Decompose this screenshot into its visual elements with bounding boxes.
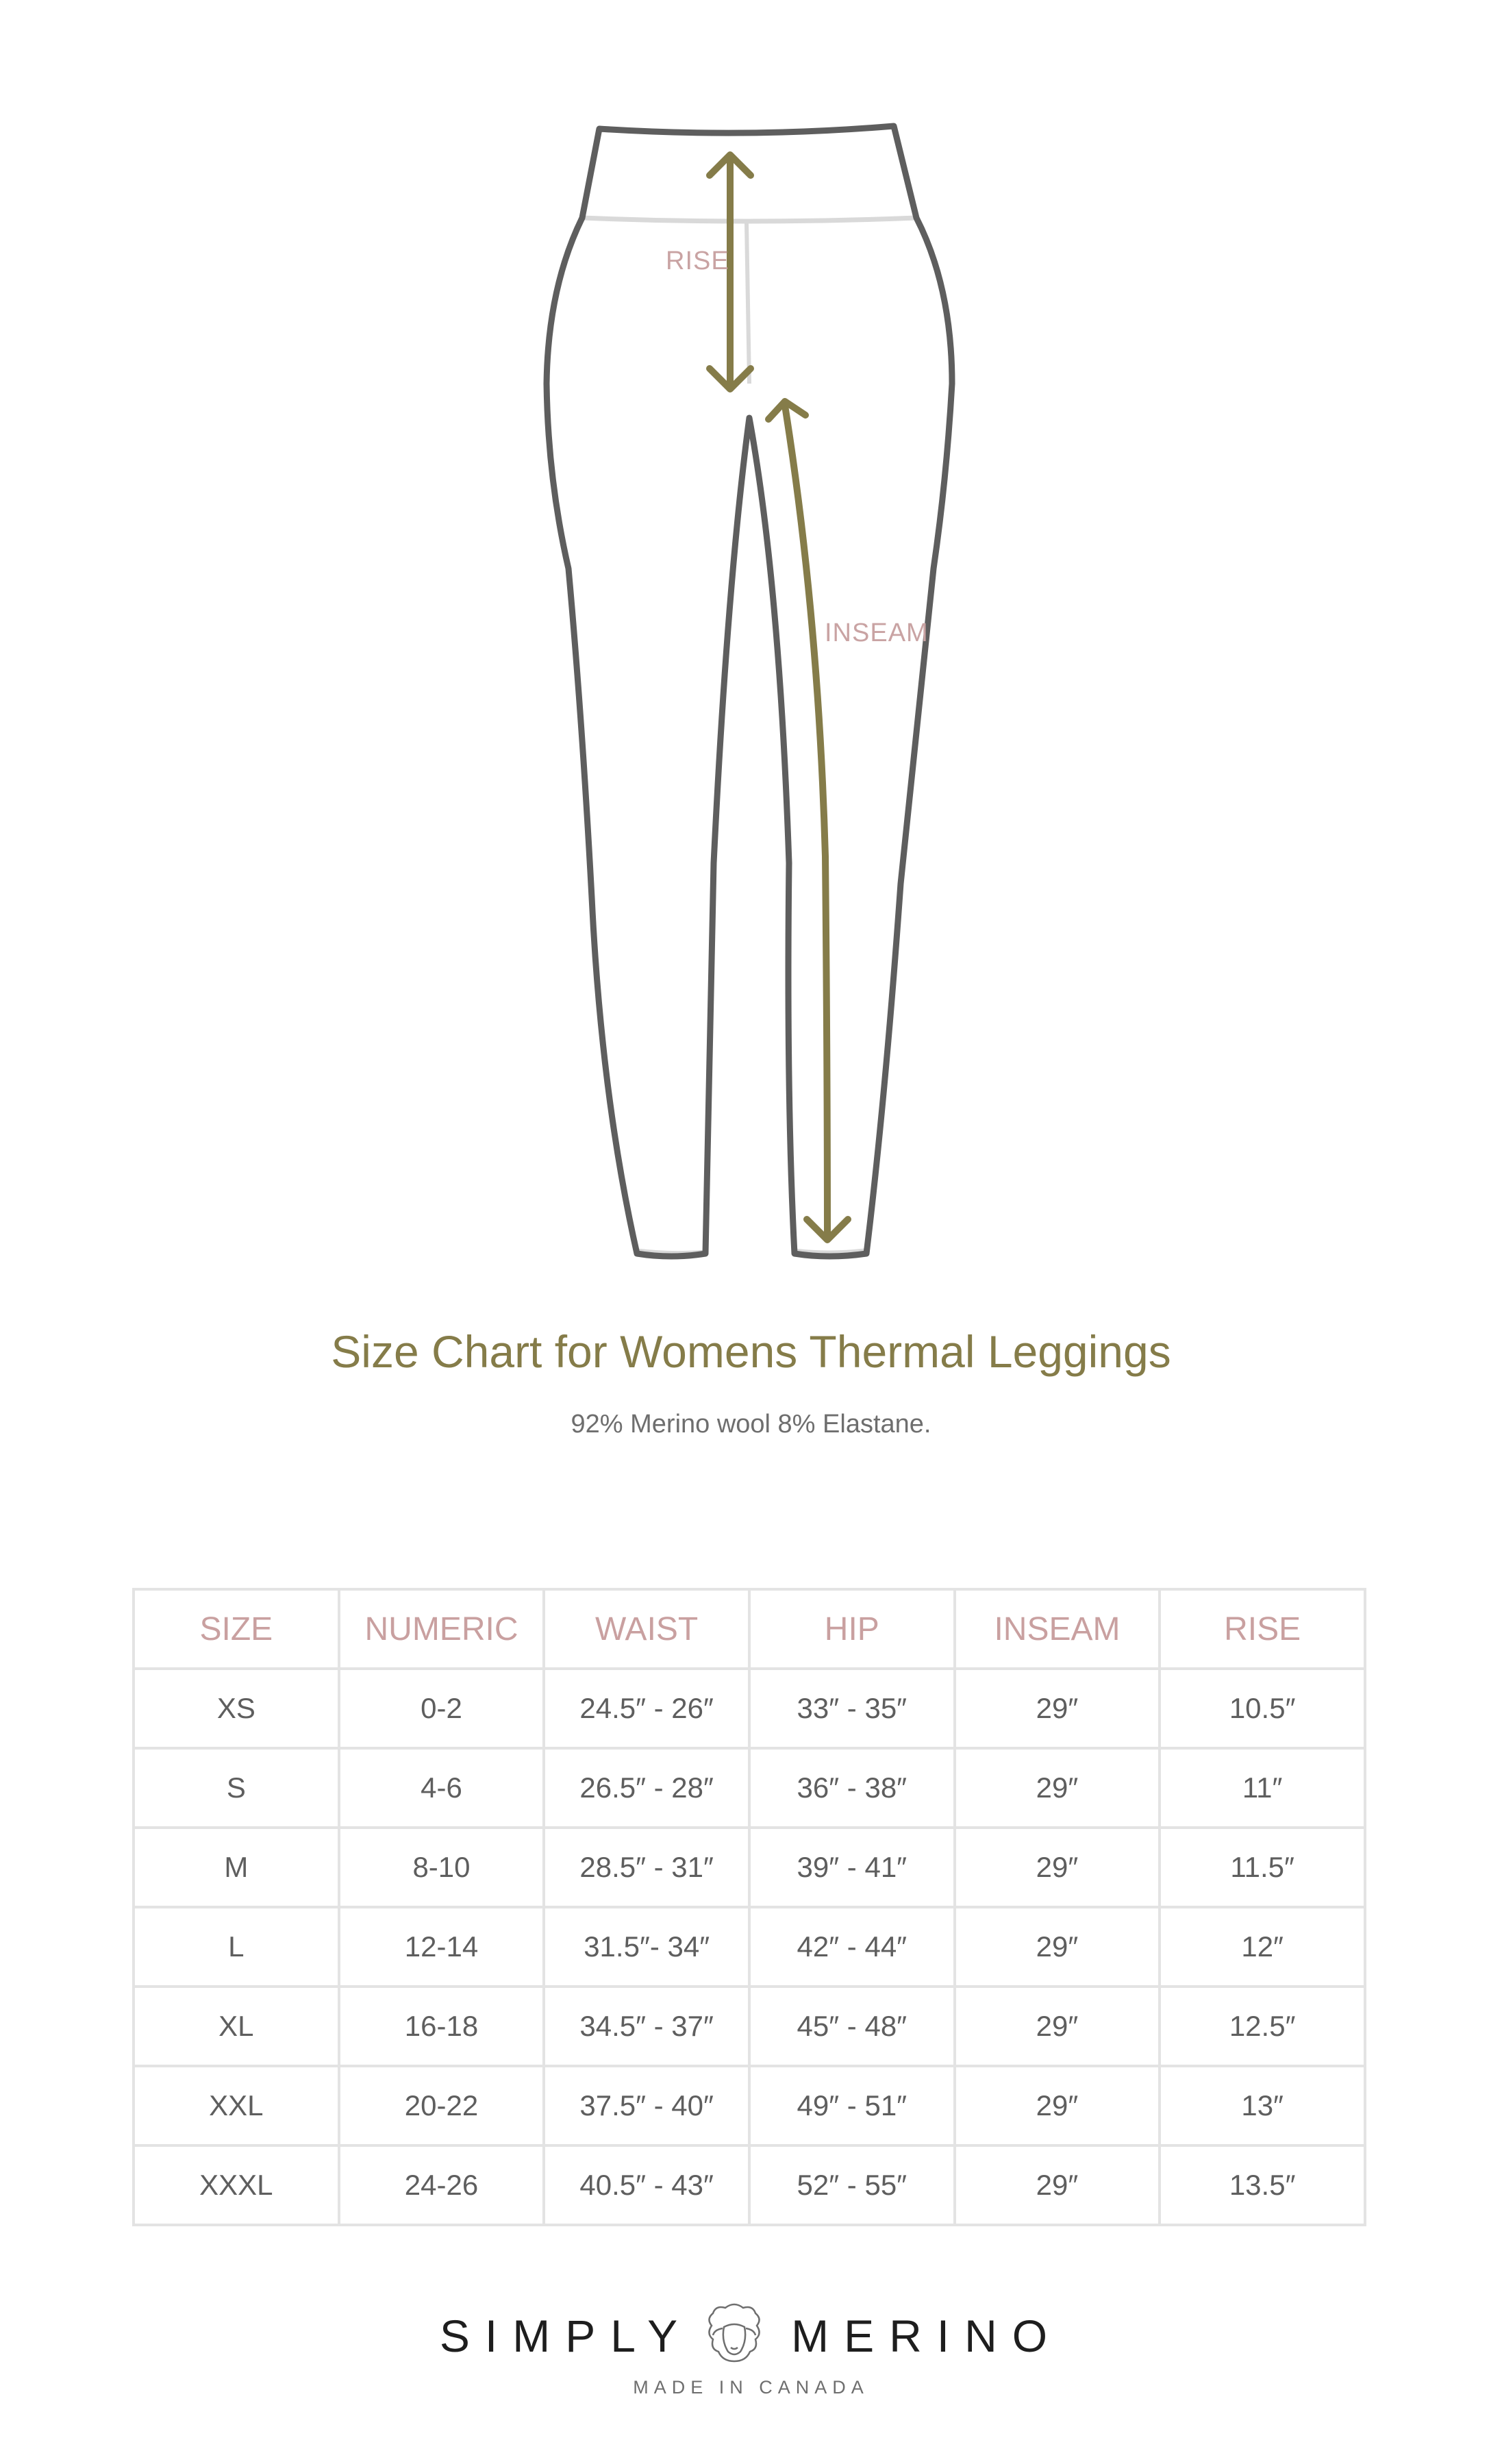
cell-hip: 39″ - 41″ [749, 1828, 955, 1907]
cell-numeric: 20-22 [339, 2066, 545, 2145]
sheep-icon [697, 2298, 772, 2374]
cell-hip: 45″ - 48″ [749, 1987, 955, 2066]
header-size: SIZE [134, 1589, 339, 1669]
cell-size: L [134, 1907, 339, 1987]
cell-numeric: 16-18 [339, 1987, 545, 2066]
cell-waist: 28.5″ - 31″ [544, 1828, 749, 1907]
made-in-canada-tagline: MADE IN CANADA [633, 2377, 869, 2398]
table-row [134, 1907, 1365, 1987]
cell-waist: 31.5″- 34″ [544, 1907, 749, 1987]
cell-waist: 37.5″ - 40″ [544, 2066, 749, 2145]
cell-waist: 26.5″ - 28″ [544, 1748, 749, 1828]
cell-rise: 12″ [1160, 1907, 1365, 1987]
cell-size: XXL [134, 2066, 339, 2145]
waistband-seam [582, 218, 916, 221]
center-seam [747, 223, 749, 384]
table-row [134, 2145, 1365, 2225]
table-row [134, 1748, 1365, 1828]
table-row [134, 1669, 1365, 1748]
cell-rise: 13.5″ [1160, 2145, 1365, 2225]
cell-numeric: 0-2 [339, 1669, 545, 1748]
cell-inseam: 29″ [955, 2145, 1160, 2225]
brand-word-simply: SIMPLY [439, 2311, 693, 2361]
cell-inseam: 29″ [955, 1907, 1160, 1987]
cell-waist: 24.5″ - 26″ [544, 1669, 749, 1748]
header-inseam: INSEAM [955, 1589, 1160, 1669]
cell-size: XL [134, 1987, 339, 2066]
cell-rise: 11″ [1160, 1748, 1365, 1828]
cell-waist: 40.5″ - 43″ [544, 2145, 749, 2225]
cell-hip: 33″ - 35″ [749, 1669, 955, 1748]
cell-inseam: 29″ [955, 1669, 1160, 1748]
page-title: Size Chart for Womens Thermal Leggings [331, 1326, 1171, 1377]
cell-waist: 34.5″ - 37″ [544, 1987, 749, 2066]
cell-inseam: 29″ [955, 1748, 1160, 1828]
cell-size: XXXL [134, 2145, 339, 2225]
cell-numeric: 8-10 [339, 1828, 545, 1907]
header-numeric: NUMERIC [339, 1589, 545, 1669]
size-chart-table [132, 1588, 1366, 2226]
cell-rise: 10.5″ [1160, 1669, 1365, 1748]
cell-inseam: 29″ [955, 1828, 1160, 1907]
cell-rise: 12.5″ [1160, 1987, 1365, 2066]
cell-hip: 49″ - 51″ [749, 2066, 955, 2145]
cell-size: M [134, 1828, 339, 1907]
cell-hip: 42″ - 44″ [749, 1907, 955, 1987]
rise-label: RISE [666, 247, 729, 275]
cell-inseam: 29″ [955, 1987, 1160, 2066]
brand-logo [0, 2298, 1502, 2374]
fabric-composition: 92% Merino wool 8% Elastane. [571, 1410, 931, 1439]
cell-inseam: 29″ [955, 2066, 1160, 2145]
table-row [134, 1828, 1365, 1907]
inseam-arrow [768, 401, 848, 1240]
cell-hip: 52″ - 55″ [749, 2145, 955, 2225]
cell-rise: 11.5″ [1160, 1828, 1365, 1907]
table-row [134, 1987, 1365, 2066]
table-header-row [134, 1589, 1365, 1669]
cell-hip: 36″ - 38″ [749, 1748, 955, 1828]
header-rise: RISE [1160, 1589, 1365, 1669]
cell-rise: 13″ [1160, 2066, 1365, 2145]
cell-numeric: 24-26 [339, 2145, 545, 2225]
inseam-label: INSEAM [825, 619, 929, 647]
brand-word-merino: MERINO [791, 2311, 1063, 2361]
header-hip: HIP [749, 1589, 955, 1669]
header-waist: WAIST [544, 1589, 749, 1669]
cell-size: XS [134, 1669, 339, 1748]
cell-size: S [134, 1748, 339, 1828]
cell-numeric: 12-14 [339, 1907, 545, 1987]
cell-numeric: 4-6 [339, 1748, 545, 1828]
table-row [134, 2066, 1365, 2145]
